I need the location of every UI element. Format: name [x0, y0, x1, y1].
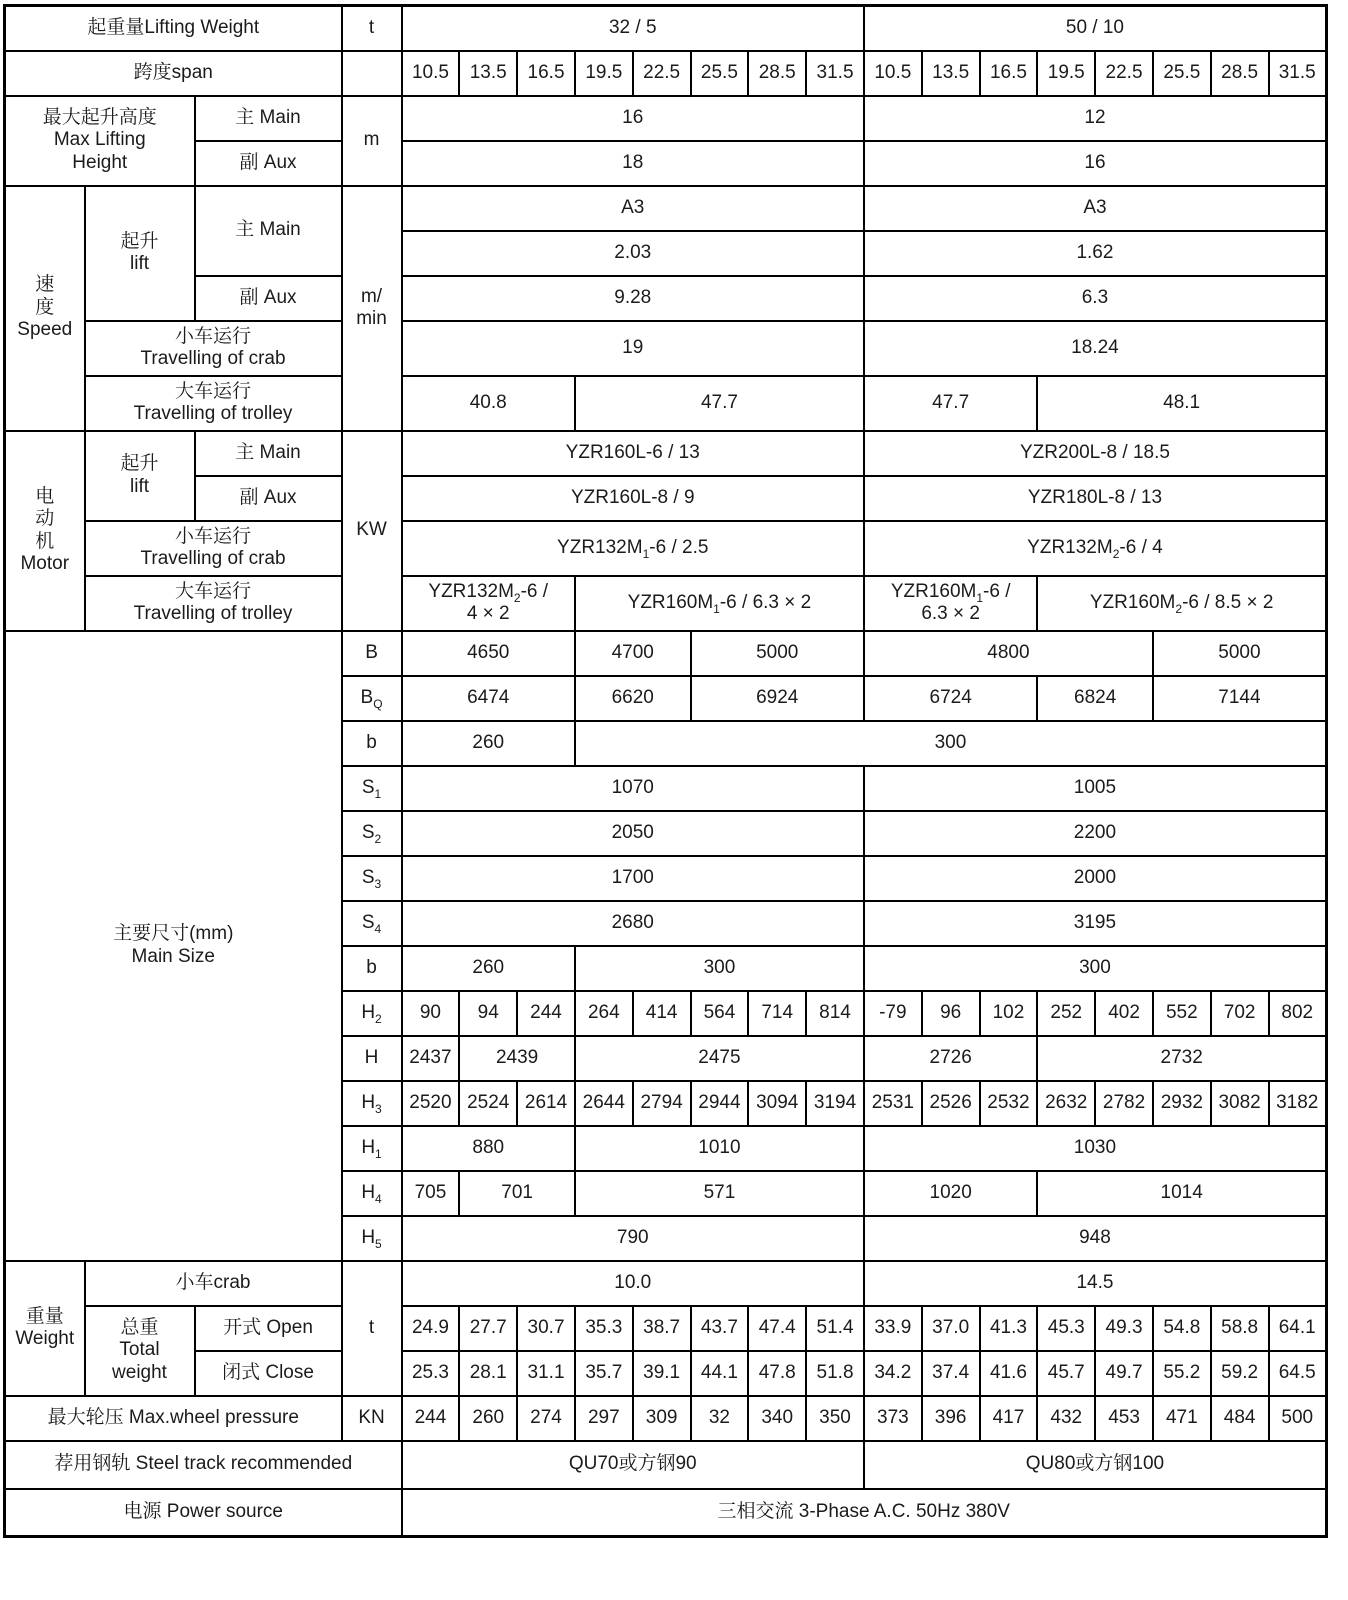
wheel-pressure-label: 最大轮压 Max.wheel pressure: [5, 1396, 342, 1441]
trolley-travel-label: 大车运行 Travelling of trolley: [85, 576, 342, 631]
dim-label: $H_3$: [342, 1081, 402, 1126]
span-value: 31.5: [1269, 51, 1327, 96]
value-cell: 252: [1037, 991, 1095, 1036]
value-cell: 48.1: [1037, 376, 1326, 431]
span-label: 跨度span: [5, 51, 342, 96]
lift-label: 起升 lift: [85, 431, 195, 521]
value-cell: 35.3: [575, 1306, 633, 1351]
span-value: 25.5: [1153, 51, 1211, 96]
total-weight-label: 总重 Total weight: [85, 1306, 195, 1396]
value-cell: 2932: [1153, 1081, 1211, 1126]
value-cell: 3195: [864, 901, 1326, 946]
dim-label: $H_2$: [342, 991, 402, 1036]
value-cell: 260: [402, 721, 575, 766]
open-label: 开式 Open: [195, 1306, 342, 1351]
crab-weight-label: 小车crab: [85, 1261, 342, 1306]
value-cell: 244: [402, 1396, 460, 1441]
value-cell: 58.8: [1211, 1306, 1269, 1351]
table-row: [5, 6, 1327, 51]
value-cell: 3094: [748, 1081, 806, 1126]
value-cell: 6474: [402, 676, 575, 721]
value-cell: 340: [748, 1396, 806, 1441]
value-cell: 59.2: [1211, 1351, 1269, 1396]
value-cell: YZR200L-8 / 18.5: [864, 431, 1326, 476]
value-cell: 274: [517, 1396, 575, 1441]
value-cell: $YZR160M_2-6 / 8.5 \times 2$: [1037, 576, 1326, 631]
motor-label: 电 动 机 Motor: [5, 431, 85, 631]
value-cell: $YZR132M_2-6 / 4$: [864, 521, 1326, 576]
steel-track-value: QU70或方钢90: [402, 1441, 864, 1489]
value-cell: 102: [980, 991, 1038, 1036]
unit-cell: KN: [342, 1396, 402, 1441]
table-row: [5, 186, 1327, 231]
value-cell: A3: [402, 186, 864, 231]
value-cell: 1020: [864, 1171, 1037, 1216]
table-row: [5, 576, 1327, 631]
value-cell: YZR160L-8 / 9: [402, 476, 864, 521]
value-cell: 4800: [864, 631, 1153, 676]
value-cell: 44.1: [691, 1351, 749, 1396]
span-value: 19.5: [575, 51, 633, 96]
value-cell: 33.9: [864, 1306, 922, 1351]
value-cell: 2726: [864, 1036, 1037, 1081]
value-cell: 28.1: [459, 1351, 517, 1396]
table-row: [5, 1306, 1327, 1351]
table-row: [5, 376, 1327, 431]
dim-label: b: [342, 721, 402, 766]
value-cell: -79: [864, 991, 922, 1036]
value-cell: 3194: [806, 1081, 864, 1126]
spec-table-body: [5, 6, 1327, 1537]
value-cell: 55.2: [1153, 1351, 1211, 1396]
value-cell: 40.8: [402, 376, 575, 431]
aux-label: 副 Aux: [195, 141, 342, 186]
value-cell: 16: [402, 96, 864, 141]
value-cell: 6.3: [864, 276, 1326, 321]
value-cell: 54.8: [1153, 1306, 1211, 1351]
value-cell: 24.9: [402, 1306, 460, 1351]
max-lifting-height-label: 最大起升高度 Max Lifting Height: [5, 96, 195, 186]
value-cell: 260: [402, 946, 575, 991]
value-cell: 7144: [1153, 676, 1327, 721]
value-cell: 260: [459, 1396, 517, 1441]
span-value: 13.5: [922, 51, 980, 96]
value-cell: 10.0: [402, 1261, 864, 1306]
value-cell: 453: [1095, 1396, 1153, 1441]
table-row: [5, 1261, 1327, 1306]
value-cell: 564: [691, 991, 749, 1036]
value-cell: 18: [402, 141, 864, 186]
steel-track-value: QU80或方钢100: [864, 1441, 1326, 1489]
steel-track-label: 荐用钢轨 Steel track recommended: [5, 1441, 402, 1489]
value-cell: 2520: [402, 1081, 460, 1126]
table-row: [5, 476, 1327, 521]
value-cell: 432: [1037, 1396, 1095, 1441]
value-cell: 2632: [1037, 1081, 1095, 1126]
value-cell: 1014: [1037, 1171, 1326, 1216]
value-cell: 47.4: [748, 1306, 806, 1351]
value-cell: 64.1: [1269, 1306, 1327, 1351]
unit-cell: t: [342, 6, 402, 51]
crab-travel-label: 小车运行 Travelling of crab: [85, 521, 342, 576]
value-cell: 96: [922, 991, 980, 1036]
value-cell: 2439: [459, 1036, 575, 1081]
value-cell: 3082: [1211, 1081, 1269, 1126]
value-cell: 701: [459, 1171, 575, 1216]
value-cell: 5000: [1153, 631, 1327, 676]
value-cell: 41.6: [980, 1351, 1038, 1396]
value-cell: 90: [402, 991, 460, 1036]
dim-label: b: [342, 946, 402, 991]
value-cell: 3182: [1269, 1081, 1327, 1126]
value-cell: 5000: [691, 631, 864, 676]
value-cell: 1070: [402, 766, 864, 811]
value-cell: 471: [1153, 1396, 1211, 1441]
value-cell: 571: [575, 1171, 864, 1216]
trolley-travel-label: 大车运行 Travelling of trolley: [85, 376, 342, 431]
span-value: 19.5: [1037, 51, 1095, 96]
value-cell: 6724: [864, 676, 1037, 721]
value-cell: 714: [748, 991, 806, 1036]
dim-label: $S_1$: [342, 766, 402, 811]
value-cell: 790: [402, 1216, 864, 1261]
power-source-label: 电源 Power source: [5, 1489, 402, 1537]
value-cell: 2614: [517, 1081, 575, 1126]
value-cell: 2944: [691, 1081, 749, 1126]
dim-label: $H_1$: [342, 1126, 402, 1171]
value-cell: 396: [922, 1396, 980, 1441]
value-cell: 1030: [864, 1126, 1326, 1171]
value-cell: 4700: [575, 631, 691, 676]
span-value: 22.5: [1095, 51, 1153, 96]
dim-label: $S_4$: [342, 901, 402, 946]
value-cell: 300: [864, 946, 1326, 991]
unit-cell: m: [342, 96, 402, 186]
value-cell: 47.7: [575, 376, 864, 431]
weight-label: 重量 Weight: [5, 1261, 85, 1396]
value-cell: 30.7: [517, 1306, 575, 1351]
value-cell: 6924: [691, 676, 864, 721]
value-cell: $YZR132M_2-6$ / 4 × 2: [402, 576, 575, 631]
value-cell: 32: [691, 1396, 749, 1441]
value-cell: 51.4: [806, 1306, 864, 1351]
value-cell: 414: [633, 991, 691, 1036]
value-cell: 49.3: [1095, 1306, 1153, 1351]
span-value: 16.5: [980, 51, 1038, 96]
value-cell: 244: [517, 991, 575, 1036]
span-value: 10.5: [864, 51, 922, 96]
table-row: [5, 431, 1327, 476]
value-cell: 6824: [1037, 676, 1153, 721]
value-cell: 49.7: [1095, 1351, 1153, 1396]
table-row: [5, 141, 1327, 186]
value-cell: 1010: [575, 1126, 864, 1171]
span-value: 16.5: [517, 51, 575, 96]
value-cell: 47.8: [748, 1351, 806, 1396]
span-value: 22.5: [633, 51, 691, 96]
value-cell: 264: [575, 991, 633, 1036]
value-cell: 402: [1095, 991, 1153, 1036]
value-cell: $YZR160M_1-6 / 6.3 \times 2$: [575, 576, 864, 631]
value-cell: 51.8: [806, 1351, 864, 1396]
close-label: 闭式 Close: [195, 1351, 342, 1396]
value-cell: 2526: [922, 1081, 980, 1126]
value-cell: 4650: [402, 631, 575, 676]
unit-cell: KW: [342, 431, 402, 631]
value-cell: 2644: [575, 1081, 633, 1126]
value-cell: 2050: [402, 811, 864, 856]
value-cell: 2680: [402, 901, 864, 946]
value-cell: $YZR132M_1-6 / 2.5$: [402, 521, 864, 576]
lifting-weight-label: 起重量Lifting Weight: [5, 6, 342, 51]
value-cell: 45.7: [1037, 1351, 1095, 1396]
unit-cell: t: [342, 1261, 402, 1396]
main-label: 主 Main: [195, 96, 342, 141]
value-cell: 373: [864, 1396, 922, 1441]
value-cell: 2531: [864, 1081, 922, 1126]
value-cell: 47.7: [864, 376, 1037, 431]
value-cell: $YZR160M_1-6$ / 6.3 × 2: [864, 576, 1037, 631]
capacity-50-10: 50 / 10: [864, 6, 1326, 51]
table-row: [5, 631, 1327, 676]
value-cell: 16: [864, 141, 1326, 186]
value-cell: 14.5: [864, 1261, 1326, 1306]
value-cell: 705: [402, 1171, 460, 1216]
value-cell: 39.1: [633, 1351, 691, 1396]
dim-label: $B_Q$: [342, 676, 402, 721]
speed-label: 速 度 Speed: [5, 186, 85, 431]
dim-label: $H_4$: [342, 1171, 402, 1216]
lift-label: 起升 lift: [85, 186, 195, 321]
value-cell: 1700: [402, 856, 864, 901]
span-value: 28.5: [1211, 51, 1269, 96]
table-row: [5, 321, 1327, 376]
span-value: 13.5: [459, 51, 517, 96]
value-cell: 2782: [1095, 1081, 1153, 1126]
value-cell: 2794: [633, 1081, 691, 1126]
value-cell: 41.3: [980, 1306, 1038, 1351]
value-cell: 12: [864, 96, 1326, 141]
value-cell: 297: [575, 1396, 633, 1441]
value-cell: 6620: [575, 676, 691, 721]
unit-cell: [342, 51, 402, 96]
table-row: [5, 51, 1327, 96]
value-cell: 37.4: [922, 1351, 980, 1396]
dim-label: $H_5$: [342, 1216, 402, 1261]
value-cell: 2524: [459, 1081, 517, 1126]
value-cell: 500: [1269, 1396, 1327, 1441]
dim-label: B: [342, 631, 402, 676]
table-row: [5, 276, 1327, 321]
value-cell: 2475: [575, 1036, 864, 1081]
main-label: 主 Main: [195, 186, 342, 276]
value-cell: 31.1: [517, 1351, 575, 1396]
value-cell: 35.7: [575, 1351, 633, 1396]
value-cell: 417: [980, 1396, 1038, 1441]
table-row: [5, 521, 1327, 576]
main-label: 主 Main: [195, 431, 342, 476]
value-cell: 552: [1153, 991, 1211, 1036]
value-cell: A3: [864, 186, 1326, 231]
value-cell: YZR180L-8 / 13: [864, 476, 1326, 521]
value-cell: 37.0: [922, 1306, 980, 1351]
value-cell: 38.7: [633, 1306, 691, 1351]
crab-travel-label: 小车运行 Travelling of crab: [85, 321, 342, 376]
aux-label: 副 Aux: [195, 276, 342, 321]
table-row: [5, 1489, 1327, 1537]
main-size-label: 主要尺寸(mm) Main Size: [5, 631, 342, 1261]
value-cell: 18.24: [864, 321, 1326, 376]
value-cell: 702: [1211, 991, 1269, 1036]
value-cell: 94: [459, 991, 517, 1036]
value-cell: 814: [806, 991, 864, 1036]
dim-label: $S_3$: [342, 856, 402, 901]
value-cell: 43.7: [691, 1306, 749, 1351]
table-row: [5, 1441, 1327, 1489]
value-cell: 2732: [1037, 1036, 1326, 1081]
value-cell: 64.5: [1269, 1351, 1327, 1396]
value-cell: 300: [575, 721, 1327, 766]
value-cell: 350: [806, 1396, 864, 1441]
value-cell: 2.03: [402, 231, 864, 276]
value-cell: 1005: [864, 766, 1326, 811]
value-cell: 948: [864, 1216, 1326, 1261]
span-value: 31.5: [806, 51, 864, 96]
capacity-32-5: 32 / 5: [402, 6, 864, 51]
span-value: 10.5: [402, 51, 460, 96]
value-cell: 19: [402, 321, 864, 376]
value-cell: 484: [1211, 1396, 1269, 1441]
value-cell: 802: [1269, 991, 1327, 1036]
table-row: [5, 1351, 1327, 1396]
dim-label: $S_2$: [342, 811, 402, 856]
value-cell: 9.28: [402, 276, 864, 321]
value-cell: 2000: [864, 856, 1326, 901]
value-cell: 880: [402, 1126, 575, 1171]
span-value: 28.5: [748, 51, 806, 96]
table-row: [5, 96, 1327, 141]
value-cell: 300: [575, 946, 864, 991]
value-cell: 34.2: [864, 1351, 922, 1396]
value-cell: 25.3: [402, 1351, 460, 1396]
value-cell: YZR160L-6 / 13: [402, 431, 864, 476]
value-cell: 1.62: [864, 231, 1326, 276]
value-cell: 309: [633, 1396, 691, 1441]
crane-spec-table: [3, 4, 1328, 1538]
unit-cell: m/ min: [342, 186, 402, 431]
value-cell: 27.7: [459, 1306, 517, 1351]
power-source-value: 三相交流 3-Phase A.C. 50Hz 380V: [402, 1489, 1327, 1537]
value-cell: 2200: [864, 811, 1326, 856]
aux-label: 副 Aux: [195, 476, 342, 521]
span-value: 25.5: [691, 51, 749, 96]
value-cell: 2437: [402, 1036, 460, 1081]
value-cell: 2532: [980, 1081, 1038, 1126]
table-row: [5, 1396, 1327, 1441]
dim-label: H: [342, 1036, 402, 1081]
value-cell: 45.3: [1037, 1306, 1095, 1351]
